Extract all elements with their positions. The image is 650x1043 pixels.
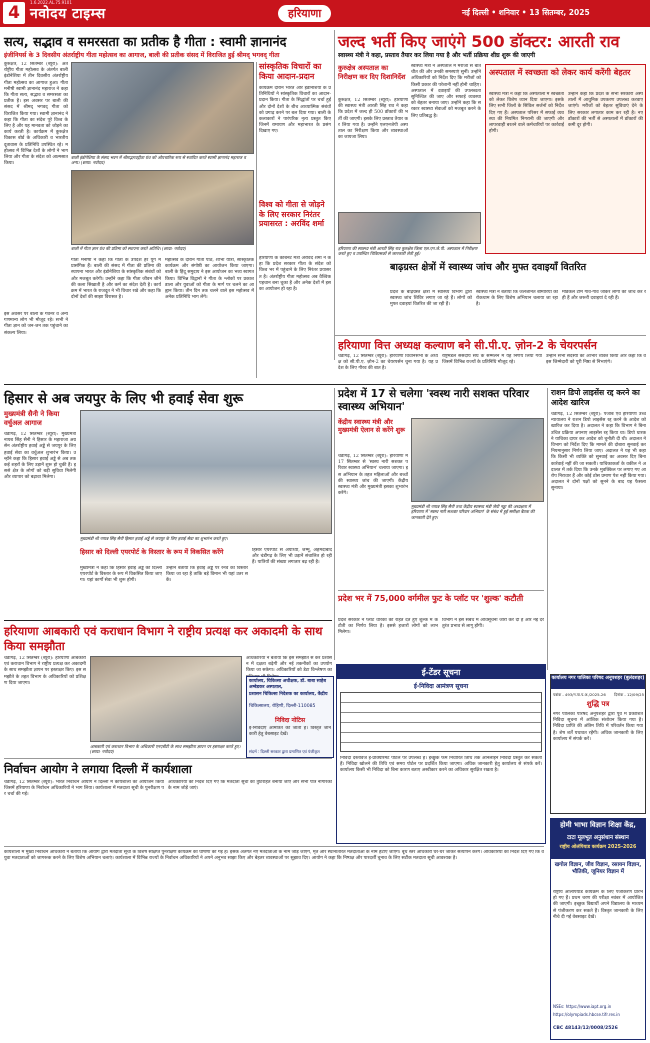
hospital-ad-line2: प्रशासन चिकित्सा निदेशक का कार्यालय, केंद्रीय [249,692,328,697]
gita-photo2-caption: बाली में गीता ज्ञान ग्रंथ की प्रतिमा को स्थापना करते अतिथि। (छाया: नवोदय) [71,246,186,251]
sanskriti-headline: सांस्कृतिक विचारों का किया आदान-प्रदान [259,62,322,81]
parishad-sub: शुद्धि पत्र [586,700,610,708]
parishad-ref: पत्रांक - 493/न.पा.प.अ./2025-26 [553,692,606,697]
plots-headline: प्रदेश भर में 75,000 वर्गमील फुट के प्लॉट पर 'शुल्क' कटौती [338,594,524,603]
air-col-4: हिसार एयरपोर्ट से अयोध्या, जम्मू, अहमदाबाद और चंडीगढ़ के लिए भी उड़ानें संचालित हो रही हैं। यात्रियों की संख्या लगातार बढ़ रही है। [252,548,332,566]
hbcse-web2: https://olympiads.hbcse.tifr.res.in [553,1012,620,1017]
doctors-col-2: स्वास्थ्य मंत्री ने अस्पताल में मरीजों से बातचीत की और उनकी समस्याएं सुनीं। उन्होंने अधिकारियों को निर्देश दिए कि मरीजों को किसी प्रकार की परेशानी नहीं होनी चाहिए। अस्पताल में दवाइयों की उपलब्धता सुनिश्चित की जाए और सफाई व्यवस्था को बेहतर बनाया जाए। उन्होंने कहा कि सरकार स्वास्थ्य सेवाओं को मजबूत करने के लिए प्रतिबद्ध है। [411,64,481,119]
abhiyan-subhead: केंद्रीय स्वास्थ्य मंत्री और मुख्यमंत्री ऐलान से करेंगे शुरू [338,418,405,435]
hbcse-body: राष्ट्रीय ओलंपियाड कार्यक्रम के लिए पंजीकरण प्रारंभ हो गए हैं। प्रथम चरण की परीक्षा नवंबर में आयोजित की जाएगी। इच्छुक विद्यार्थी अपने विद्यालय के माध्यम से पंजीकरण कर सकते हैं। विस्तृत जानकारी के लिए नीचे दी गई वेबसाइट देखें। [553,890,643,920]
gita-photo [71,62,254,154]
hbcse-web1: NSEs: https://www.iapt.org.in [553,1004,612,1009]
excise-col-1: चंडीगढ़, 12 सितम्बर (ब्यूरो): हरियाणा आबकारी एवं कराधान विभाग ने राष्ट्रीय प्रत्यक्ष कर अकादमी के साथ समझौता ज्ञापन पर हस्ताक्षर किए। इस समझौते के तहत विभाग के अधिकारियों को प्रशिक्षण दिया जाएगा। [4,656,86,686]
kurukshetra-kicker: कुरुक्षेत्र अस्पताल का निरीक्षण कर दिए दिशानिर्देश [338,64,406,81]
parishad-title: कार्यालय नगर पालिका परिषद अनूपशहर (बुलंदशहर) [551,676,645,681]
air-kicker: मुख्यमंत्री सैनी ने किया वर्चुअल आगाज [4,410,60,427]
hospital-headline: अस्पताल में स्वच्छता को लेकर कार्य करेंगी बेहतर [489,68,631,77]
badh-col-3: मेडिकल टीमें गांव-गांव जाकर लोगों की जांच कर रही हैं और जरूरी दवाइयां दे रही हैं। [562,290,646,302]
doctors-headline: जल्द भर्ती किए जाएंगे 500 डॉक्टर: आरती राव [338,32,620,51]
hospital-ad-footer: संदर्भ : दिल्ली सरकार द्वारा प्रमाणित एवं पंजीकृत [249,749,320,754]
etender-subtitle: ई-निविदा आमंत्रण सूचना [413,683,469,690]
air-photo-caption: मुख्यमंत्री श्री नायब सिंह सैनी हिसार हवाई अड्डे से जयपुर के लिए हवाई सेवा का शुभारंभ करते हुए। [80,536,228,541]
election-col-3: कार्यशाला में मुख्य निर्वाचन अधिकारी ने बताया कि आयोग द्वारा मतदाता सूची के विशेष संक्षिप्त पुनरीक्षण कार्यक्रम की घोषणा की गई है। इसके अंतर्गत नए मतदाताओं के नाम जोड़े जाएंगे, मृत और स्थानांतरित मतदाताओं के नाम हटाए जाएंगे। बूथ स्तर अधिकारी घर-घर जाकर सत्यापन करेंगे। अधिकारियों को निर्देश दिए गए कि वे युवा मतदाताओं को जागरूक करने के लिए विशेष अभियान चलाएं। कार्यशाला में विभिन्न राज्यों के निर्वाचन अधिकारियों ने अपने अनुभव साझा किए और बेहतर व्यवस्थाओं पर सुझाव दिए। आयोग ने कहा कि निष्पक्ष और पारदर्शी चुनाव के लिए सटीक मतदाता सूची आवश्यक है। [4,850,544,862]
hospital-col-1: स्वास्थ्य मंत्री ने कहा कि अस्पतालों में स्वच्छता को लेकर विशेष ध्यान दिया जाएगा। इसके लिए सभी जिलों के सिविल सर्जनों को निर्देश दिए गए हैं। अस्पताल परिसर में सफाई व्यवस्था की नियमित निगरानी की जाएगी और लापरवाही बरतने वाले कर्मचारियों पर कार्रवाई होगी। [489,92,564,135]
hospital-ad-line1: कार्यालय, चिकित्सा अधीक्षक, डॉ. बाबा साहेब अम्बेडकर अस्पताल, [249,679,326,690]
hbcse-sub: खगोल विज्ञान, जीव विज्ञान, रसायन विज्ञान, भौतिकी, जूनियर विज्ञान में [554,862,642,875]
paper-name: नवोदय टाइम्स [30,6,106,22]
hbcse-title3: राष्ट्रीय ओलंपियाड कार्यक्रम 2025-2026 [559,845,637,850]
page-number: 4 [3,2,25,24]
excise-col-2: अधिकारियों ने बताया कि इस समझौते से कर प्रशासन में दक्षता बढ़ेगी और नई तकनीकों का उपयोग किया जा सकेगा। अधिकारियों को डेटा विश्लेषण का [246,656,332,674]
abhiyan-photo-caption: मुख्यमंत्री श्री नायब सिंह सैनी तथा केंद्रीय स्वास्थ्य मंत्री जेपी नड्डा की अध्यक्षता में हरियाणा में 'स्वस्थ नारी सशक्त परिवार अभियान' के संबंध में हुई समीक्षा बैठक की जानकारी देते हुए। [411,504,535,520]
top-tiny-text: 1.6.2022.AL.75.9101 [30,0,72,5]
finance-col-2: राष्ट्रमंडल संसदीय संघ के सम्मेलन में यह निर्णय लिया गया जिसमें विभिन्न राज्यों के प्रतिनिधि मौजूद रहे। [442,354,542,366]
hbcse-foot: CBC 48143/12/0008/2526 [553,1026,618,1031]
gita-col-1: कुरुक्षेत्र, 12 सितम्बर (ब्यूरो): अंतर्राष्ट्रीय गीता महोत्सव के अंतर्गत बाली इंडोनेशिया में तीन दिवसीय अंतर्राष्ट्रीय गीता महोत्सव का आगाज हुआ। गीता मनीषी स्वामी ज्ञानानंद महाराज ने कहा कि गीता सत्य, सद्भाव व समरसता का प्रतीक है। इस अवसर पर बाली की संसद में श्रीमद् भगवद् गीता को विराजित किया गया। स्वामी ज्ञानानंद ने कहा कि गीता का संदेश पूरे विश्व के लिए है और यह मानवता को जोड़ने का कार्य करती है। कार्यक्रम में कुरुक्षेत्र विकास बोर्ड के अधिकारी व भारतीय दूतावास के प्रतिनिधि उपस्थित रहे। महोत्सव में विभिन्न देशों के लोगों ने भाग लिया और गीता के संदेश को आत्मसात किया। [4,62,68,167]
gita-subhead: इंजीनियर्स के 3 दिवसीय अंतर्राष्ट्रीय गीता महोत्सव का आगाज, बाली की प्रतीक संसद में विराजित हुई श्रीमद् भगवद् गीता [4,52,280,59]
hospital-ad-body: ई-निविदाएं आमंत्रित की जाती हैं। विस्तृत जानकारी हेतु वेबसाइट देखें। [249,726,331,738]
election-headline: निर्वाचन आयोग ने लगाया दिल्ली में कार्यशाला [4,762,192,776]
excise-photo [90,656,242,742]
sanskriti-headline-2: विश्व को गीता से जोड़ने के लिए सरकार निरंतर प्रयासरत : अरविंद शर्मा [259,200,325,229]
finance-col-1: चंडीगढ़, 12 सितम्बर (ब्यूरो): हरियाणा विधानसभा के अध्यक्ष को सी.पी.ए. ज़ोन-2 का चेयरपर्सन चुना गया है। यह प्रदेश के लिए गौरव की बात है। [338,354,438,372]
etender-title: ई-टेंडर सूचना [421,668,461,677]
abhiyan-photo [411,418,544,502]
doctors-subhead: स्वास्थ्य मंत्री ने कहा, प्रस्ताव तैयार कर लिया गया है और भर्ती प्रक्रिया शीघ्र शुरू की जाएगी [338,52,536,59]
sanskriti-text-2: हरियाणा के कैबिनेट मंत्री अरविंद शर्मा ने कहा कि प्रदेश सरकार गीता के संदेश को विश्व भर में पहुंचाने के लिए निरंतर प्रयासरत है। अंतर्राष्ट्रीय गीता महोत्सव अब वैश्विक पहचान बना चुका है और अनेक देशों में इसका आयोजन हो रहा है। [259,256,331,293]
finance-headline: हरियाणा वित्त अध्यक्ष कल्याण बने सी.पी.ए. ज़ोन-2 के चेयरपर्सन [338,339,597,352]
excise-headline: हरियाणा आबकारी एवं कराधान विभाग ने राष्ट्रीय प्रत्यक्ष कर अकादमी के साथ किया समझौता [4,624,323,653]
gita-photo-caption: बाली इंडोनेशिया के संसद भवन में श्रीमद्भगवद्गीता ग्रंथ को ओपचारिक रूप से स्थापित करते स्वामी ज्ञानानंद महाराज व अन्य। (छाया: नवोदय) [71,155,246,166]
air-photo [80,410,332,534]
gita-col-2: गीता मनीषी ने कहा कि गीता के उपदेश हर युग में प्रासंगिक हैं। बाली की संसद में गीता की प्रतिमा की स्थापना भारत और इंडोनेशिया के सांस्कृतिक संबंधों को और मजबूत करेगी। उन्होंने कहा कि गीता जीवन जीने की कला सिखाती है और कर्म का संदेश देती है। कार्यक्रम में भारत के राजदूत ने भी विचार रखे और कहा कि दोनों देशों की साझा विरासत है। [71,258,161,301]
air-headline: हिसार से अब जयपुर के लिए भी हवाई सेवा शुरू [4,391,244,407]
air-subhead: हिसार को दिल्ली एयरपोर्ट के विस्तार के रूप में विकसित करेंगे [80,548,224,556]
dateline: नई दिल्ली • शनिवार • 13 सितम्बर, 2025 [462,8,590,17]
parishad-date: दिनांक - 12/09/25 [614,692,644,697]
abhiyan-headline: प्रदेश में 17 से चलेगा 'स्वस्थ नारी सशक्त परिवार स्वास्थ्य अभियान' [338,388,529,413]
doctors-photo [338,212,481,244]
hospital-ad-tender: निविदा नोटिस [274,717,306,724]
gita-photo-2 [71,170,254,245]
gita-col-3: महोत्सव के दौरान गीता पाठ, शोभा यात्रा, सांस्कृतिक कार्यक्रम और संगोष्ठी का आयोजन किया जाएगा। बाली के हिंदू समुदाय ने इस आयोजन का भव्य स्वागत किया। विभिन्न विद्वानों ने गीता के श्लोकों पर प्रकाश डाला और युवाओं को गीता के मार्ग पर चलने का आह्वान किया। तीन दिन तक चलने वाले इस महोत्सव में अनेक प्रतिनिधि भाग लेंगे। [165,258,254,301]
hospital-ad-line3: चिकित्सालय, रोहिणी, दिल्ली-110085 [249,704,316,709]
badh-headline: बाढ़ग्रस्त क्षेत्रों में स्वास्थ्य जांच और मुफ्त दवाइयाँ वितरित [390,262,587,273]
hbcse-title1: होमी भाभा विज्ञान शिक्षा केंद्र, [560,821,636,829]
air-col-3: उन्होंने बताया कि हवाई अड्डे पर रनवे का विस्तार किया जा रहा है ताकि बड़े विमान भी यहां उतर सकें। [166,566,248,584]
badh-col-2: स्वास्थ्य मंत्री ने बताया कि जलजनित बीमारियों की रोकथाम के लिए विशेष अभियान चलाया जा रहा है। [476,290,558,308]
sanskriti-text-1: कार्यक्रम दौरान भारत और इंडोनेशिया के प्रतिनिधियों ने सांस्कृतिक विचारों का आदान-प्रदान किया। गीता के सिद्धांतों पर चर्चा हुई और दोनों देशों के बीच आध्यात्मिक संबंधों को प्रगाढ़ करने पर बल दिया गया। बाली के कलाकारों ने पारंपरिक नृत्य प्रस्तुत किए जिनमें रामायण और महाभारत के प्रसंग दिखाए गए। [259,86,331,135]
election-col-1: चंडीगढ़, 12 सितम्बर (ब्यूरो): भारत निर्वाचन आयोग ने दिल्ली में कार्यशाला का आयोजन किया जिसमें हरियाणा के निर्वाचन अधिकारियों ने भाग लिया। कार्यशाला में मतदाता सूची के पुनरीक्षण पर चर्चा की गई। [4,780,164,798]
badh-col-1: प्रदेश के बाढ़ग्रस्त क्षेत्रों में स्वास्थ्य विभाग द्वारा स्वास्थ्य जांच शिविर लगाए जा रहे हैं। लोगों को मुफ्त दवाइयां वितरित की जा रही हैं। [390,290,472,308]
hbcse-title2: टाटा मूलभूत अनुसंधान संस्थान [567,835,629,841]
section-tab: हरियाणा [278,5,331,22]
hospital-col-2: उन्होंने कहा कि प्रदेश के सभी सरकारी अस्पतालों में आधुनिक उपकरण उपलब्ध करवाए जाएंगे। मरीजों को बेहतर सुविधाएं देने के लिए सरकार लगातार काम कर रही है। नए डॉक्टरों की भर्ती से अस्पतालों में डॉक्टरों की कमी दूर होगी। [568,92,643,129]
air-col-1: चंडीगढ़, 12 सितम्बर (ब्यूरो): मुख्यमंत्री नायब सिंह सैनी ने हिसार के महाराजा अग्रसेन अंतर्राष्ट्रीय हवाई अड्डे से जयपुर के लिए हवाई सेवा का वर्चुअल शुभारंभ किया। उन्होंने कहा कि हिसार हवाई अड्डे से अब तक कई शहरों के लिए उड़ानें शुरू हो चुकी हैं। इससे क्षेत्र के लोगों को बड़ी सुविधा मिलेगी और व्यापार को बढ़ावा मिलेगा। [4,432,76,481]
finance-col-3: उन्होंने सभी सदस्यों का आभार व्यक्त किया और कहा कि वे इस जिम्मेदारी को पूरी निष्ठा से निभाएंगे। [546,354,646,366]
ration-headline: राशन डिपो लाइसेंस रद्द करने का आदेश खारिज [551,388,640,407]
gita-headline: सत्य, सद्भाव व समरसता का प्रतीक है गीता : स्वामी ज्ञानानंद [4,35,287,50]
etender-body: निविदा दस्तावेज ई-प्रोक्योरमेंट पोर्टल पर उपलब्ध हैं। इच्छुक फर्में निर्धारित तिथि तक ऑनलाइन निविदा प्रस्तुत कर सकती हैं। निविदा खोलने की तिथि एवं समय पोर्टल पर प्रदर्शित किया जाएगा। अधिक जानकारी हेतु कार्यालय से संपर्क करें। कार्यालय किसी भी निविदा को बिना कारण बताए अस्वीकार करने का अधिकार सुरक्षित रखता है। [340,756,542,774]
parishad-body: नगर पालिका परिषद अनूपशहर द्वारा पूर्व में प्रकाशित निविदा सूचना में आंशिक संशोधन किया गया है। निविदा प्राप्ति की अंतिम तिथि में परिवर्तन किया गया है। शेष शर्तें यथावत रहेंगी। अधिक जानकारी के लिए कार्यालय में संपर्क करें। [553,712,643,742]
plots-col-1: प्रदेश सरकार ने प्लॉट धारकों को राहत देते हुए शुल्क में कटौती का निर्णय लिया है। इससे हजारों लोगों को लाभ मिलेगा। [338,618,438,636]
election-col-2: अधिकारियों को निर्देश दिए गए कि मतदाता सूची को त्रुटिरहित बनाया जाए और सभी पात्र नागरिकों के नाम जोड़े जाएं। [168,780,332,792]
abhiyan-col-1: चंडीगढ़, 12 सितम्बर (ब्यूरो): हरियाणा में 17 सितम्बर से 'स्वस्थ नारी सशक्त परिवार स्वास्थ्य अभियान' चलाया जाएगा। इस अभियान के तहत महिलाओं और बच्चों की स्वास्थ्य जांच की जाएगी। केंद्रीय स्वास्थ्य मंत्री और मुख्यमंत्री इसका शुभारंभ करेंगे। [338,454,408,497]
etender-table [340,692,542,752]
ration-col: चंडीगढ़, 12 सितम्बर (ब्यूरो): पंजाब एवं हरियाणा उच्च न्यायालय ने राशन डिपो लाइसेंस रद्द करने के आदेश को खारिज कर दिया है। अदालत ने कहा कि विभाग ने बिना उचित प्रक्रिया अपनाए लाइसेंस रद्द किया था। डिपो धारक ने याचिका दायर कर आदेश को चुनौती दी थी। अदालत ने विभाग को निर्देश दिए कि मामले की दोबारा सुनवाई कर नियमानुसार निर्णय लिया जाए। अदालत ने यह भी कहा कि किसी भी व्यक्ति को सुनवाई का अवसर दिए बिना कार्रवाई नहीं की जा सकती। याचिकाकर्ता के वकील ने अदालत में तर्क दिया कि उनके मुवक्किल पर लगाए गए आरोप निराधार हैं और कोई ठोस प्रमाण पेश नहीं किया गया। अदालत ने दोनों पक्षों को सुनने के बाद यह फैसला सुनाया। [551,412,646,492]
doctors-col-1: कुरुक्षेत्र, 12 सितम्बर (ब्यूरो): हरियाणा की स्वास्थ्य मंत्री आरती सिंह राव ने कहा कि प्रदेश में जल्द ही 500 डॉक्टरों की भर्ती की जाएगी। इसके लिए प्रस्ताव तैयार कर लिया गया है। उन्होंने एलएनजेपी अस्पताल का निरीक्षण किया और व्यवस्थाओं का जायजा लिया। [338,98,408,141]
air-col-2: मुख्यमंत्री ने कहा कि हिसार हवाई अड्डे को दिल्ली एयरपोर्ट के विस्तार के रूप में विकसित किया जाएगा। यहां कार्गो सेवा भी शुरू होगी। [80,566,162,584]
doctors-photo-caption: हरियाणा की स्वास्थ्य मंत्री आरती सिंह राव कुरुक्षेत्र जिला एल.एन.जे.पी. अस्पताल में निरीक्षण करते हुए व उपस्थित चिकित्सकों से जानकारी लेती हुई। [338,246,478,257]
plots-col-2: विभाग ने इस संबंध में अधिसूचना जारी कर दी है और नई दरें तुरंत प्रभाव से लागू होंगी। [442,618,544,630]
gita-col-1b: इस अवसर पर बाली के गवर्नर व अन्य गणमान्य लोग भी मौजूद रहे। सभी ने गीता ज्ञान को जन-जन तक पहुंचाने का संकल्प लिया। [4,312,68,336]
excise-photo-caption: आबकारी एवं कराधान विभाग के अधिकारी एनएडीटी के साथ समझौता ज्ञापन पर हस्ताक्षर करते हुए। (छाया: नवोदय) [90,744,241,755]
hospital-ad [246,664,334,670]
